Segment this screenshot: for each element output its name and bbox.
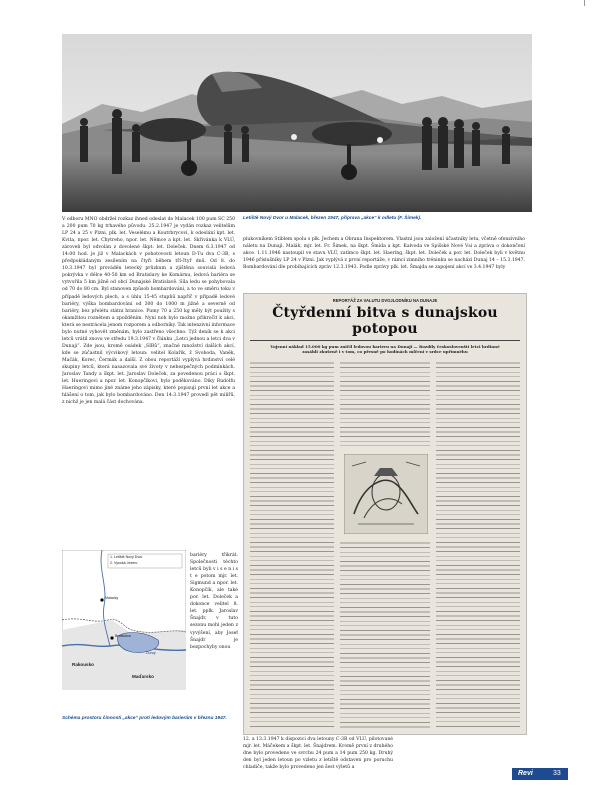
area-map: [62, 550, 186, 708]
article-text: plukovníkem Stiblem spolu s plk. Jechem a Obrana Inspektorem. Vlastní jsou založení účastníky letu, včetně ofenzivního náletu na Dunaji. Malák, mjr. let. Fr. Šimek, na škpt. Šmída a kpt. Kalvoda ve Spišské Nové Vsi a zpráva o dokončení akce. 1.11.1946 nastoupil ve stavu VLÚ, zatímco škpt. let. Haering, škpt. let. Doleček a por. let. Doleček byli v květnu 1946 příslušníky LP 24 v Plzni. Jak vyplývá z první reportáže, v rámci zimního tréninku se nachází Dunaj 14 – 15.3.1947. Bombardování dle probíhajících zpráv 12.3.1943. Podle zprávy plk. let. Šmajda se zapojení akcí ve 3.4.1947 byly: [243, 237, 525, 271]
map-label-madarsko: Maďarsko: [132, 674, 154, 679]
map-label-rakousko: Rakousko: [72, 662, 94, 667]
map-label-dunaj: Dunaj: [146, 651, 156, 655]
article-text: V odboru MNO obdržel rozkaz ihned odeslat do Malacek 100 pum SC 250 a 200 pum 70 kg trhavého původu. 25.2.1947 je vydán rozkaz velitelům LP 24 a 25 v Plzni, plk. let. Veselému a Koutrbrycovi, k odeslání kpt. let. Kvita, npor. let. Chytreho, npor. let. Němce a kpt. let. Skřivánka k VLÚ, zároveň byl odvolán z dovolené škpt. let. Doleček. Dnem 6.3.1947 od 14:00 hod. je již v Malackách v pohotovosti letoun D-Tu dva C-3B, s předpokládaným zesílením na čtyři během tří-čtyř dnů. Od 8. do 10.3.1947 byl prováděn letecký průzkum a zjištěna souvislá ledová pokrývka v délce 40-50 km od Bratislavy ke Komárnu, ledová bariéra se vytvořila 5 km jižně od obcí Dunajské Bratislavě. Síla ledu se pohybovala od 70 do 80 cm. Byl stanoven způsob bombardování, a to ve směru toku v případě ledových plech, a s úhlu 15-45 stupňů napříč v případě ledové bariéry, výška bombardování od 300 do 1000 m jižně a severně od bariéry, bez přelétu státní hranice. Pumy 70 a 250 kg měly být použity s okamžitou roznětem a zpožděním. Nyní noh bylo možno přikročit k akci, která se nestrácela jenom rozporem a odborníky. Tak intenzivní informace bylo nutné vyhovět změnám, bylo zastřeno všechno. Týž deník se k akci letců vrátil znovu ve středu 19.3.1947 v článku „Letci jednou a letci dva v Dunaji“. Zde jsou, kromě osádek „SIBů“, značné množství dalších akcí, kde se zúčastnil výcvikový letoun: velitel Kolařík, ž Svoboda, Vaněk, Mačák, Korec, Čermák a další. Z obou reportáží vyplývá hrdinství celé skupiny letců, která nasazovala své životy v nebezpečných podmínkách. Jaroslav Tandy a škpt. let. Jaroslav Doleček, za povedenou práci s škpt. let. Hueringovi a npor. let. Konopčíkovi, bylo poděkováno. Díky Rudolfu Haeringovi mimo jiné známe jeho zápisky, které popisují první let akce a hlášení o tom, jak bylo bombardováno. Den 14.3.1947 provedl pět milířů, z nichž je jen malá část dochována.: [62, 217, 235, 406]
article-column-bottom: [243, 736, 393, 770]
clipping-column: [436, 360, 520, 730]
article-text: bariéry třikrát. Společnosti téchto letců byli v i s e n i s t e potom mjr. let. Sigmund a npor. let. Konopčík, ale také por. let. Doleček a dokonce velitel 8. let. pplk. Jaroslav Šnajdr, v tuto sezonu mohl jeden z vyvýšení, aby Josef Šnajdr je bezpochyby onou: [190, 553, 238, 650]
map-label-malacky: Malacky: [105, 596, 119, 600]
article-column-map-side: [190, 552, 238, 712]
page-number: 33: [553, 770, 561, 777]
airfield-photo: [62, 34, 532, 212]
clipping-column: [340, 360, 430, 450]
clipping-kicker: REPORTÁŽ ZA VALUTU DVOJLODNÍKU NA DUNAJE: [332, 298, 438, 303]
crop-mark: [584, 0, 585, 6]
clipping-lead: Vojenní náklad 15.000 kg pum zničil ledovou barieru na Dunaji — Rozdíly českoslovenští letci hrdinné zasáhli zkušeně i v tom, co přesně po hodinách mlčení v srdce upřímnéhu: [270, 343, 500, 355]
article-column-left: [62, 216, 235, 546]
clipping-rule: [250, 340, 520, 341]
newspaper-clipping: [243, 293, 527, 735]
clipping-headline: Čtyřdenní bitva s dunajskou potopou: [272, 305, 498, 337]
footer-brand: Revi: [518, 770, 533, 777]
map-label-bratislava: Bratislava: [115, 634, 131, 638]
map-caption: Schéma prostoru činnosti „akce“ proti ledovým barierám v březnu 1947.: [62, 716, 227, 721]
map-legend-2: 2. Vysoká Jezero: [110, 561, 138, 565]
photo-caption: Letiště Nový Dvor u Malacek, březen 1947, příprava „akce“ k odletu (F. Šimek).: [243, 216, 422, 221]
clipping-column: [340, 540, 430, 730]
article-column-right-top: [243, 236, 525, 292]
map-legend-1: 1. Letiště Nový Dvor: [110, 555, 143, 559]
article-text: 12. a 13.3.1947 k dispozici dva letouny C-3B od VLÚ, pilotované mjr. let. Máčekem a škpt. let. Šnajdrem. Kromě první z druhého dne bylo provedeno ve svrchu 24 pum a 14 pum 250 kg. Druhý den byl jeden letoun po vzletu z letiště odstaven pro poruchu chladiče, takže bylo provedeno jen šest výletů a: [243, 737, 393, 770]
clipping-column: [250, 360, 334, 730]
clipping-illustration: [344, 454, 428, 534]
